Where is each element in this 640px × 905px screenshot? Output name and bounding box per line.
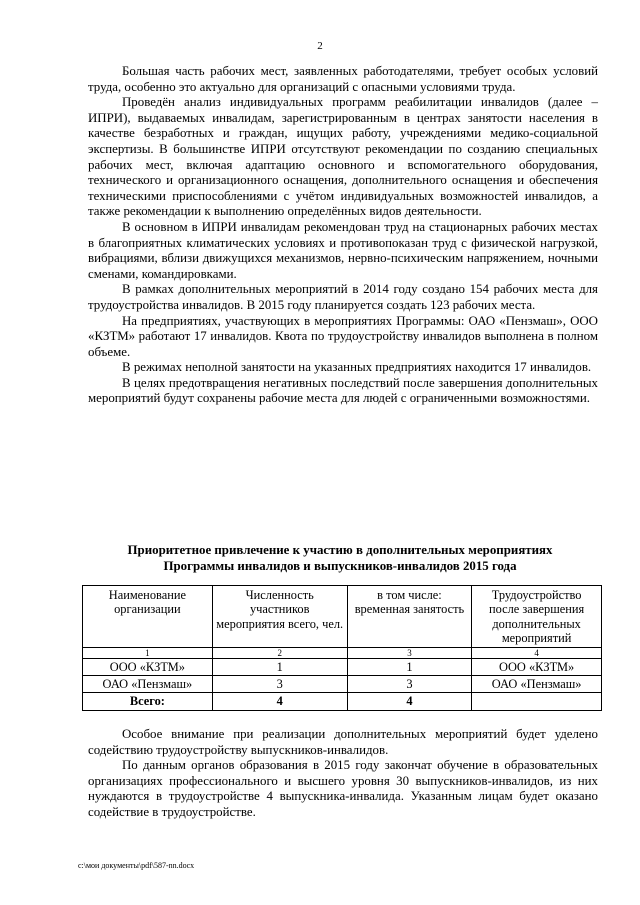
table-cell: 3	[347, 676, 472, 693]
table-total-row	[83, 693, 602, 710]
table-cell: ОАО «Пензмаш»	[83, 676, 213, 693]
table-header-row	[83, 586, 602, 648]
header-employment-after: Трудоустройство после завершения дополнительных мероприятий	[472, 586, 602, 648]
header-participants-total: Численность участников мероприятия всего, чел.	[212, 586, 347, 648]
table-cell: ООО «КЗТМ»	[83, 658, 213, 675]
after-table-text	[88, 727, 598, 821]
table-row	[83, 658, 602, 675]
paragraph: В рамках дополнительных мероприятий в 2014 году создано 154 рабочих места для трудоустройства инвалидов. В 2015 году планируется создать 123 рабочих места.	[88, 282, 598, 312]
paragraph: В целях предотвращения негативных последствий после завершения дополнительных мероприятий будут сохранены рабочие места для людей с ограниченными возможностями.	[88, 375, 598, 406]
table-cell: 1	[347, 658, 472, 675]
table-row	[83, 676, 602, 693]
header-temporary-employment: в том числе: временная занятость	[347, 586, 472, 648]
column-number: 1	[83, 647, 213, 658]
header-organization: Наименование организации	[83, 586, 213, 648]
table-cell: 1	[212, 658, 347, 675]
column-number: 2	[212, 647, 347, 658]
total-empty-cell	[472, 693, 602, 710]
paragraph: На предприятиях, участвующих в мероприятиях Программы: ОАО «Пензмаш», ООО «КЗТМ» работают 17 инвалидов. Квота по трудоустройству инвалидов выполнена в полном объеме.	[88, 313, 598, 359]
paragraph: По данным органов образования в 2015 году закончат обучение в образовательных организациях профессионального и высшего уровня 30 выпускников-инвалидов, из них нуждаются в трудоустройстве 4 выпускника-инвалида. Указанным лицам будет оказано содействие в трудоустройстве.	[88, 758, 598, 819]
total-participants: 4	[212, 693, 347, 710]
paragraph: В режимах неполной занятости на указанных предприятиях находится 17 инвалидов.	[122, 360, 592, 375]
priority-table	[82, 585, 602, 711]
table-cell: ОАО «Пензмаш»	[472, 676, 602, 693]
table-heading-line-2: Программы инвалидов и выпускников-инвалидов 2015 года	[163, 558, 517, 573]
table-heading	[60, 543, 620, 574]
table-cell: 3	[212, 676, 347, 693]
total-label: Всего:	[83, 693, 213, 710]
table-cell: ООО «КЗТМ»	[472, 658, 602, 675]
paragraph: В основном в ИПРИ инвалидам рекомендован труд на стационарных рабочих местах в благоприятных климатических условиях и противопоказан труд с физической нагрузкой, вибрациями, вблизи движущихся механизмов, нервно-психическим напряжением, ночными сменами, командировками.	[88, 219, 598, 281]
paragraph: Проведён анализ индивидуальных программ реабилитации инвалидов (далее – ИПРИ), выдаваемых инвалидам, зарегистрированным в центрах занятости населения в качестве безработных и граждан, ищущих работу, учреждениями медико-социальной экспертизы. В большинстве ИПРИ отсутствуют рекомендации по созданию специальных рабочих мест, включая адаптацию основного и вспомогательного оборудования, технического и организационного оснащения, дополнительного оснащения и обеспечения техническими приспособлениями с учётом индивидуальных возможностей инвалидов, а также рекомендации к выполнению определённых видов деятельности.	[88, 95, 598, 219]
paragraph: Особое внимание при реализации дополнительных мероприятий будет уделено содействию трудоустройству выпускников-инвалидов.	[88, 727, 598, 757]
page-number: 2	[317, 40, 323, 52]
table-heading-line-1: Приоритетное привлечение к участию в дополнительных мероприятиях	[127, 543, 553, 557]
column-number: 3	[347, 647, 472, 658]
body-text	[88, 64, 598, 407]
column-number: 4	[472, 647, 602, 658]
paragraph: Большая часть рабочих мест, заявленных работодателями, требует особых условий труда, особенно это актуально для организаций с опасными условиями труда.	[88, 64, 598, 94]
total-temporary: 4	[347, 693, 472, 710]
footer-file-path: c:\мои документы\pdf\587-nn.docx	[78, 861, 195, 870]
column-number-row	[83, 647, 602, 658]
